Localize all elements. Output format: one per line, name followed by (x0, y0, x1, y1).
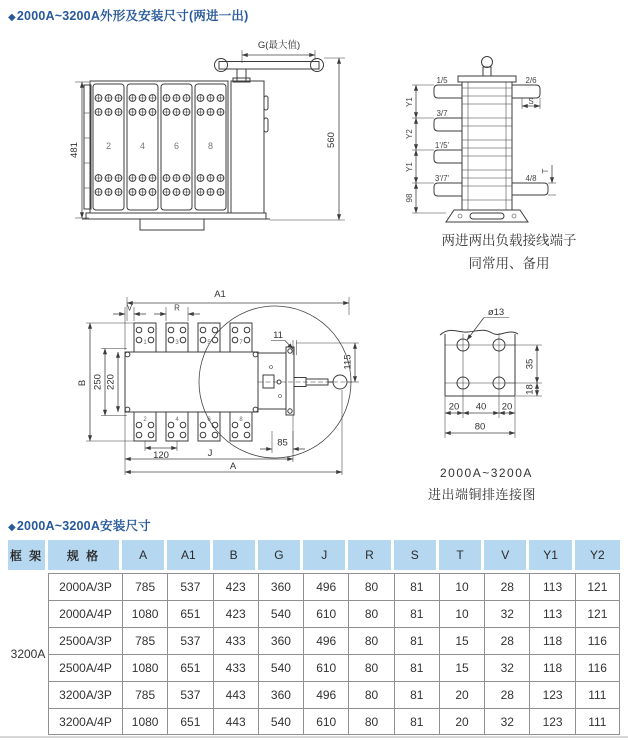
value-cell: 80 (348, 681, 393, 708)
value-cell: 81 (394, 627, 439, 654)
value-cell: 118 (529, 627, 574, 654)
dim-481-label: 481 (69, 142, 80, 158)
value-cell: 1080 (122, 654, 167, 681)
value-cell: 123 (529, 708, 574, 735)
pole-number: 8 (207, 141, 214, 151)
value-cell: 496 (303, 627, 348, 654)
value-cell: 80 (348, 600, 393, 627)
col-header-s: S (394, 540, 436, 570)
col-header-y1: Y1 (529, 540, 571, 570)
col-header-b: B (213, 540, 255, 570)
spec-cell: 3200A/4P (48, 708, 122, 735)
dim-85-label: 85 (277, 437, 288, 449)
value-cell: 113 (529, 573, 574, 600)
dim-y1-label: Y1 (405, 162, 414, 172)
value-cell: 32 (484, 708, 529, 735)
svg-text:6: 6 (207, 417, 211, 423)
value-cell: 443 (213, 708, 258, 735)
value-cell: 81 (394, 600, 439, 627)
bullet-icon: ◆ (8, 522, 16, 533)
switch-body (82, 81, 270, 230)
spec-cell: 2000A/4P (48, 600, 122, 627)
detail-caption-range: 2000A~3200A (440, 466, 533, 480)
value-cell: 32 (484, 654, 529, 681)
col-header-g: G (258, 540, 300, 570)
value-cell: 423 (213, 573, 258, 600)
dim-560-label: 560 (326, 132, 337, 148)
value-cell: 10 (439, 600, 484, 627)
dim-11-label: 11 (273, 330, 283, 341)
value-cell: 80 (348, 573, 393, 600)
svg-text:2: 2 (143, 417, 147, 423)
value-cell: 443 (213, 681, 258, 708)
value-cell: 80 (348, 627, 393, 654)
value-cell: 81 (394, 654, 439, 681)
svg-text:7: 7 (239, 340, 243, 346)
dim-y1-label: Y1 (405, 97, 414, 107)
value-cell: 28 (484, 627, 529, 654)
value-cell: 1080 (122, 708, 167, 735)
terminal-slats (462, 88, 512, 200)
value-cell: 121 (575, 600, 620, 627)
value-cell: 116 (575, 627, 620, 654)
col-header-v: V (484, 540, 526, 570)
operating-handle (215, 59, 324, 83)
svg-text:5: 5 (207, 340, 211, 346)
value-cell: 360 (258, 573, 303, 600)
section1-title: ◆2000A~3200A外形及安装尺寸(两进一出) (8, 9, 249, 23)
side-view-drawing (398, 55, 620, 227)
value-cell: 28 (484, 573, 529, 600)
value-cell: 113 (529, 600, 574, 627)
terminal-label: 3'/7' (434, 174, 450, 183)
dim-98-label: 98 (405, 193, 414, 203)
value-cell: 610 (303, 600, 348, 627)
dim-y2-label: Y2 (405, 129, 414, 139)
value-cell: 785 (122, 573, 167, 600)
value-cell: 785 (122, 627, 167, 654)
terminal-label: 4/8 (525, 174, 537, 183)
front-view-drawing (56, 38, 391, 278)
value-cell: 433 (213, 654, 258, 681)
pole-number: 4 (139, 141, 146, 151)
value-cell: 123 (529, 681, 574, 708)
mounting-base (446, 210, 528, 222)
dim-20-label: 20 (448, 401, 460, 413)
value-cell: 32 (484, 600, 529, 627)
value-cell: 20 (439, 681, 484, 708)
value-cell: 610 (303, 654, 348, 681)
dim-80-label: 80 (474, 421, 486, 433)
value-cell: 360 (258, 627, 303, 654)
col-header-y2: Y2 (575, 540, 620, 570)
detail-caption-title: 进出端铜排连接图 (428, 487, 537, 502)
value-cell: 651 (167, 600, 212, 627)
value-cell: 111 (575, 708, 620, 735)
dim-b-label: B (77, 379, 88, 387)
value-cell: 81 (394, 573, 439, 600)
dim-115-label: 115 (342, 354, 354, 370)
dim-g-label: G(最大值) (257, 40, 301, 51)
value-cell: 80 (348, 708, 393, 735)
value-cell: 116 (575, 654, 620, 681)
value-cell: 496 (303, 573, 348, 600)
spec-cell: 3200A/3P (48, 681, 122, 708)
col-header-j: J (303, 540, 345, 570)
value-cell: 651 (167, 708, 212, 735)
bullet-icon: ◆ (8, 12, 16, 23)
dim-a1-label: A1 (214, 289, 226, 300)
value-cell: 111 (575, 681, 620, 708)
value-cell: 81 (394, 708, 439, 735)
svg-text:1: 1 (143, 340, 147, 346)
value-cell: 15 (439, 654, 484, 681)
dim-a-label: A (229, 461, 237, 472)
dim-t-label: T (541, 168, 550, 174)
busbar-detail-drawing (420, 293, 595, 463)
value-cell: 80 (348, 654, 393, 681)
value-cell: 537 (167, 573, 212, 600)
value-cell: 496 (303, 681, 348, 708)
value-cell: 785 (122, 681, 167, 708)
bottom-terminal-pads (134, 412, 252, 441)
value-cell: 10 (439, 573, 484, 600)
install-dimensions-table (8, 540, 620, 735)
col-header-spec: 规 格 (48, 540, 119, 570)
value-cell: 20 (439, 708, 484, 735)
pole-number: 2 (105, 141, 112, 151)
dim-20-label: 20 (501, 401, 513, 413)
section2-title: ◆2000A~3200A安装尺寸 (8, 519, 151, 533)
page-bottom-rule (0, 736, 628, 738)
value-cell: 540 (258, 654, 303, 681)
spec-cell: 2500A/4P (48, 654, 122, 681)
dim-220-label: 220 (105, 374, 117, 390)
dim-r-label: R (174, 303, 180, 313)
spec-cell: 2500A/3P (48, 627, 122, 654)
svg-text:8: 8 (239, 417, 243, 423)
terminal-label: 1'/5' (434, 141, 450, 150)
svg-text:4: 4 (175, 417, 179, 423)
dim-40-label: 40 (475, 401, 487, 413)
col-header-t: T (439, 540, 481, 570)
terminal-label: 1/5 (436, 76, 448, 85)
value-cell: 423 (213, 600, 258, 627)
col-header-a: A (122, 540, 164, 570)
svg-text:3: 3 (175, 340, 179, 346)
dim-35-label: 35 (524, 358, 536, 370)
bolt-holes (457, 339, 505, 389)
dim-s-label: S (528, 97, 534, 106)
dim-250-label: 250 (92, 374, 104, 390)
dim-v-label: V (126, 303, 133, 313)
value-cell: 118 (529, 654, 574, 681)
col-header-a1: A1 (167, 540, 209, 570)
spec-cell: 2000A/3P (48, 573, 122, 600)
side-view-caption: 两进两出负载接线端子 同常用、备用 (441, 233, 577, 271)
dim-j-label: J (207, 448, 213, 459)
terminal-label: 2/6 (525, 76, 537, 85)
top-terminal-pads (134, 323, 252, 352)
value-cell: 540 (258, 708, 303, 735)
value-cell: 121 (575, 573, 620, 600)
value-cell: 540 (258, 600, 303, 627)
value-cell: 537 (167, 681, 212, 708)
value-cell: 610 (303, 708, 348, 735)
value-cell: 81 (394, 681, 439, 708)
value-cell: 433 (213, 627, 258, 654)
dim-18-label: 18 (524, 384, 536, 395)
value-cell: 651 (167, 654, 212, 681)
value-cell: 1080 (122, 600, 167, 627)
value-cell: 15 (439, 627, 484, 654)
col-header-r: R (348, 540, 390, 570)
terminal-label: 3/7 (436, 109, 448, 118)
dim-120-label: 120 (153, 450, 169, 461)
frame-cell: 3200A (10, 647, 46, 661)
value-cell: 360 (258, 681, 303, 708)
top-view-drawing (50, 283, 385, 498)
pole-number: 6 (173, 141, 180, 151)
hole-diameter-label: ø13 (487, 307, 505, 318)
value-cell: 28 (484, 681, 529, 708)
col-header-frame: 框 架 (8, 540, 45, 570)
mechanism-and-handle (258, 347, 352, 415)
value-cell: 537 (167, 627, 212, 654)
